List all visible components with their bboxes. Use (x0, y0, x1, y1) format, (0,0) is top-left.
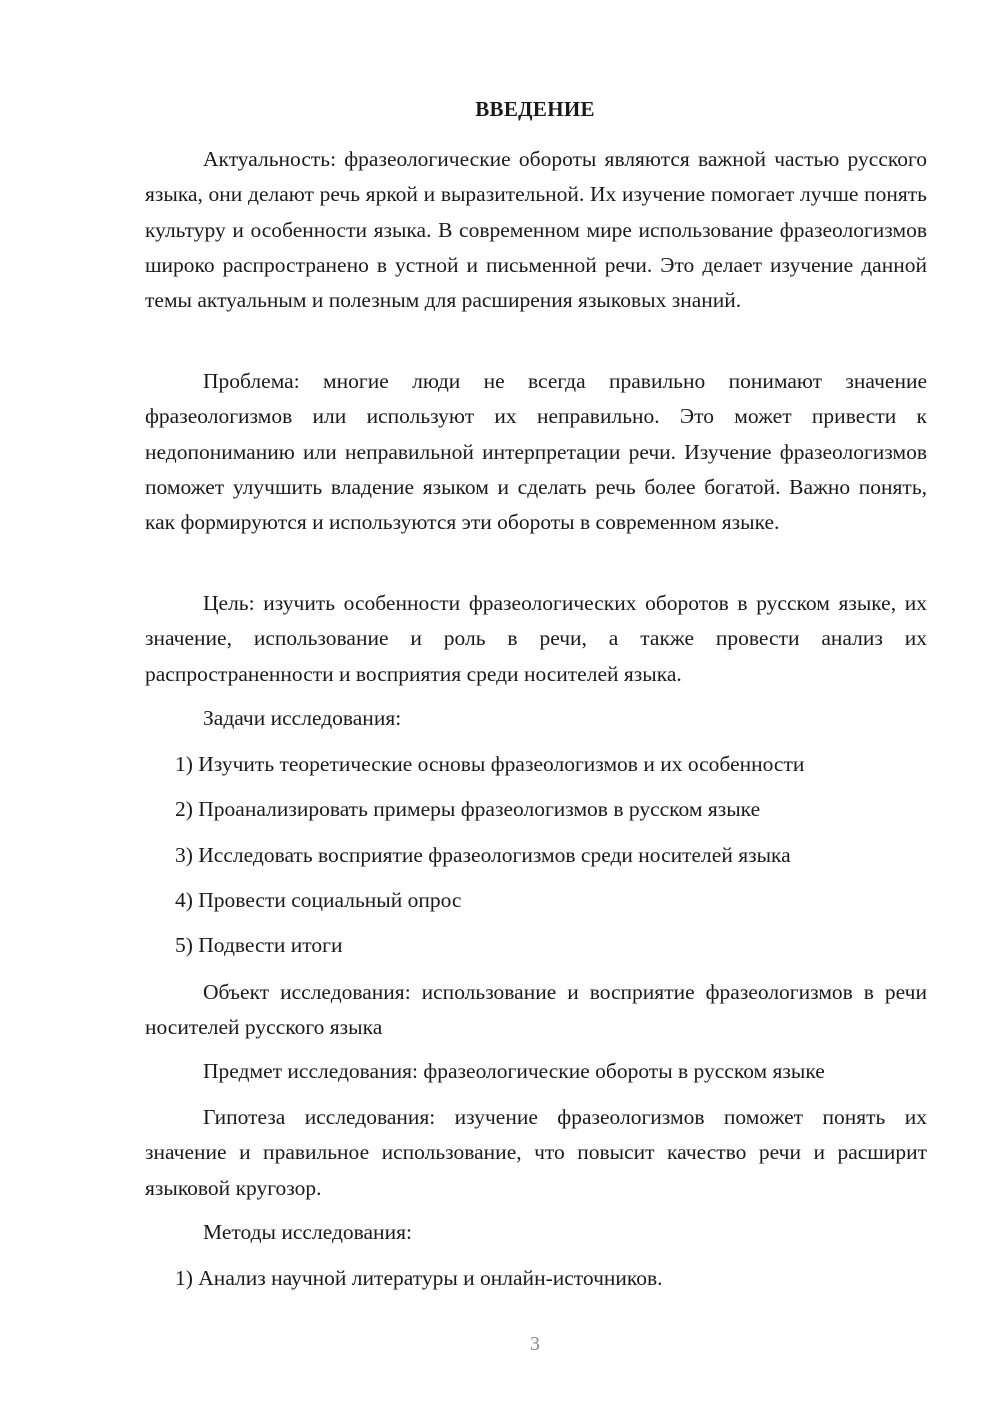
page-number: 3 (530, 1333, 540, 1355)
subject-paragraph: Предмет исследования: фразеологические обороты в русском языке (203, 1059, 825, 1083)
task-item: 5) Подвести итоги (175, 933, 343, 957)
relevance-paragraph: Актуальность: фразеологические обороты являются важной частью русского языка, они делают речь яркой и выразительной. Их изучение помогает лучше понять культуру и особенности языка. В современном мире использование фразеологизмов широко распространено в устной и письменной речи. Это делает изучение данной темы актуальным и полезным для расширения языковых знаний. (145, 147, 927, 313)
task-item: 2) Проанализировать примеры фразеологизмов в русском языке (175, 797, 761, 821)
object-paragraph: Объект исследования: использование и восприятие фразеологизмов в речи носителей русского языка (145, 980, 927, 1040)
section-title: ВВЕДЕНИЕ (475, 97, 595, 121)
task-item: 1) Изучить теоретические основы фразеологизмов и их особенности (175, 752, 805, 776)
hypothesis-paragraph: Гипотеза исследования: изучение фразеологизмов поможет понять их значение и правильное использование, что повысит качество речи и расширит языковой кругозор. (145, 1105, 927, 1200)
tasks-heading: Задачи исследования: (203, 706, 402, 730)
methods-heading: Методы исследования: (203, 1220, 412, 1244)
goal-paragraph: Цель: изучить особенности фразеологических оборотов в русском языке, их значение, использование и роль в речи, а также провести анализ их распространенности и восприятия среди носителей языка. (145, 591, 927, 686)
task-item: 3) Исследовать восприятие фразеологизмов среди носителей языка (175, 843, 791, 867)
task-item: 4) Провести социальный опрос (175, 888, 462, 912)
method-item: 1) Анализ научной литературы и онлайн-источников. (175, 1266, 663, 1290)
problem-paragraph: Проблема: многие люди не всегда правильно понимают значение фразеологизмов или используют их неправильно. Это может привести к недопониманию или неправильной интерпретации речи. Изучение фразеологизмов поможет улучшить владение языком и сделать речь более богатой. Важно понять, как формируются и используются эти обороты в современном языке. (145, 369, 927, 535)
